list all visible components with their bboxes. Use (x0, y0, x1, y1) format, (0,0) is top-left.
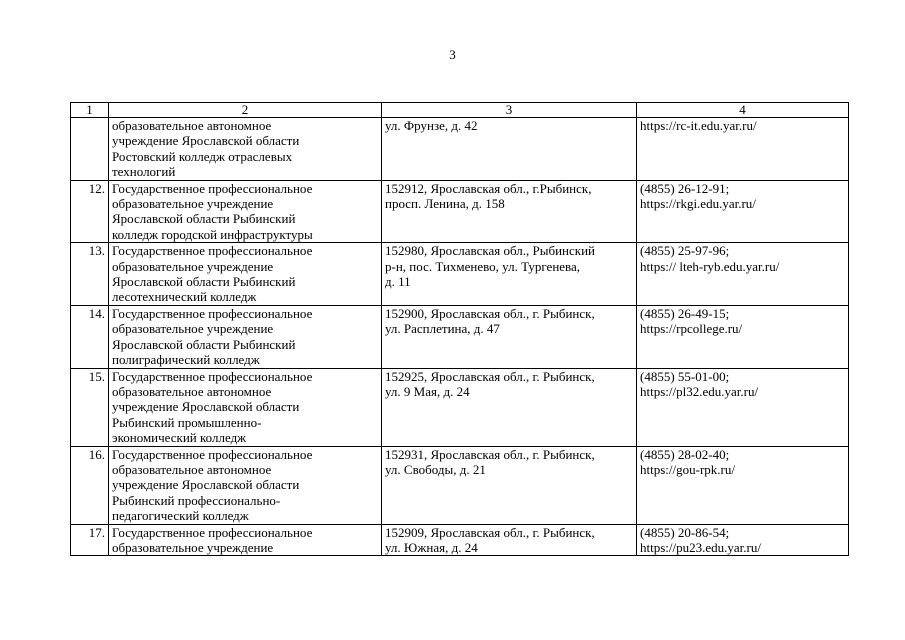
address-line: ул. 9 Мая, д. 24 (385, 383, 470, 399)
contact-line: https://pu23.edu.yar.ru/ (640, 539, 761, 555)
institution-name-line: Ярославской области Рыбинский (112, 211, 296, 227)
institution-name-line: учреждение Ярославской области (112, 133, 300, 149)
table-row (71, 180, 849, 243)
institution-name-cell (109, 243, 382, 306)
address-cell (382, 118, 637, 181)
contact-line: (4855) 25-97-96; (640, 243, 730, 259)
institution-name-line: образовательное учреждение (112, 321, 274, 337)
contact-line: https:// lteh-ryb.edu.yar.ru/ (640, 258, 780, 274)
institution-name-line: Государственное профессиональное (112, 243, 313, 259)
institution-name-line: Государственное профессиональное (112, 180, 313, 196)
institution-name-line: колледж городской инфраструктуры (112, 226, 313, 242)
institution-name-line: Ярославской области Рыбинский (112, 336, 296, 352)
address-line: 152912, Ярославская обл., г.Рыбинск, (385, 180, 592, 196)
institution-name-line: учреждение Ярославской области (112, 477, 300, 493)
table-header (71, 103, 849, 118)
header-col-4: 4 (637, 103, 849, 118)
table-row (71, 305, 849, 368)
contacts-cell (637, 446, 849, 524)
contact-line: https://rc-it.edu.yar.ru/ (640, 118, 757, 133)
row-number: 17. (71, 524, 109, 556)
institution-name-line: Государственное профессиональное (112, 524, 313, 540)
institution-name-line: лесотехнический колледж (112, 289, 257, 305)
institution-name-line: технологий (112, 164, 176, 180)
header-col-2: 2 (109, 103, 382, 118)
address-line: просп. Ленина, д. 158 (385, 196, 505, 212)
table-row (71, 243, 849, 306)
row-number: 12. (71, 180, 109, 243)
address-line: 152900, Ярославская обл., г. Рыбинск, (385, 305, 595, 321)
institution-name-line: Рыбинский профессионально- (112, 492, 281, 508)
address-line: ул. Свободы, д. 21 (385, 461, 486, 477)
institution-name-cell (109, 180, 382, 243)
address-line: 152980, Ярославская обл., Рыбинский (385, 243, 595, 259)
header-row (71, 103, 849, 118)
institution-name-cell (109, 118, 382, 181)
institution-name-line: экономический колледж (112, 430, 247, 446)
institution-name-line: Государственное профессиональное (112, 305, 313, 321)
contacts-cell (637, 180, 849, 243)
row-number: 13. (71, 243, 109, 306)
institution-name-cell (109, 305, 382, 368)
address-cell (382, 524, 637, 556)
address-cell (382, 368, 637, 446)
address-line: ул. Южная, д. 24 (385, 539, 478, 555)
contacts-cell (637, 305, 849, 368)
contacts-cell (637, 243, 849, 306)
address-cell (382, 243, 637, 306)
contact-line: https://gou-rpk.ru/ (640, 461, 735, 477)
contact-line: (4855) 55-01-00; (640, 368, 730, 384)
institution-name-line: образовательное учреждение (112, 196, 274, 212)
contact-line: (4855) 26-49-15; (640, 305, 730, 321)
contact-line: https://rpcollege.ru/ (640, 321, 743, 337)
institution-name-line: Ростовский колледж отраслевых (112, 148, 293, 164)
institutions-table (70, 102, 849, 556)
address-line: д. 11 (385, 274, 411, 290)
page-number: 3 (449, 47, 456, 62)
institution-name-cell (109, 368, 382, 446)
table-body (71, 118, 849, 556)
row-number: 14. (71, 305, 109, 368)
table-row (71, 368, 849, 446)
row-number (71, 118, 109, 181)
address-cell (382, 180, 637, 243)
address-line: ул. Расплетина, д. 47 (385, 321, 500, 337)
address-line: р-н, пос. Тихменево, ул. Тургенева, (385, 258, 581, 274)
address-line: ул. Фрунзе, д. 42 (385, 118, 478, 133)
header-col-3: 3 (382, 103, 637, 118)
institution-name-line: Рыбинский промышленно- (112, 414, 262, 430)
table-row (71, 524, 849, 556)
address-line: 152925, Ярославская обл., г. Рыбинск, (385, 368, 595, 384)
institution-name-cell (109, 446, 382, 524)
institution-name-line: образовательное учреждение (112, 258, 274, 274)
institution-name-cell (109, 524, 382, 556)
institution-name-line: образовательное учреждение (112, 539, 274, 555)
institution-name-line: Государственное профессиональное (112, 446, 313, 462)
row-number: 16. (71, 446, 109, 524)
institution-name-line: Государственное профессиональное (112, 368, 313, 384)
address-line: 152931, Ярославская обл., г. Рыбинск, (385, 446, 595, 462)
address-cell (382, 305, 637, 368)
institution-name-line: полиграфический колледж (112, 352, 260, 368)
table-row (71, 118, 849, 181)
address-line: 152909, Ярославская обл., г. Рыбинск, (385, 524, 595, 540)
contact-line: https://rkgi.edu.yar.ru/ (640, 196, 756, 212)
contacts-cell (637, 524, 849, 556)
contact-line: https://pl32.edu.yar.ru/ (640, 383, 759, 399)
header-col-1: 1 (71, 103, 109, 118)
institution-name-line: учреждение Ярославской области (112, 399, 300, 415)
contact-line: (4855) 28-02-40; (640, 446, 730, 462)
contact-line: (4855) 26-12-91; (640, 180, 730, 196)
institution-name-line: образовательное автономное (112, 383, 272, 399)
row-number: 15. (71, 368, 109, 446)
institution-name-line: педагогический колледж (112, 508, 249, 524)
contacts-cell (637, 368, 849, 446)
institution-name-line: образовательное автономное (112, 461, 272, 477)
institution-name-line: Ярославской области Рыбинский (112, 274, 296, 290)
contacts-cell (637, 118, 849, 181)
contact-line: (4855) 20-86-54; (640, 524, 730, 540)
table-row (71, 446, 849, 524)
institution-name-line: образовательное автономное (112, 118, 272, 133)
address-cell (382, 446, 637, 524)
